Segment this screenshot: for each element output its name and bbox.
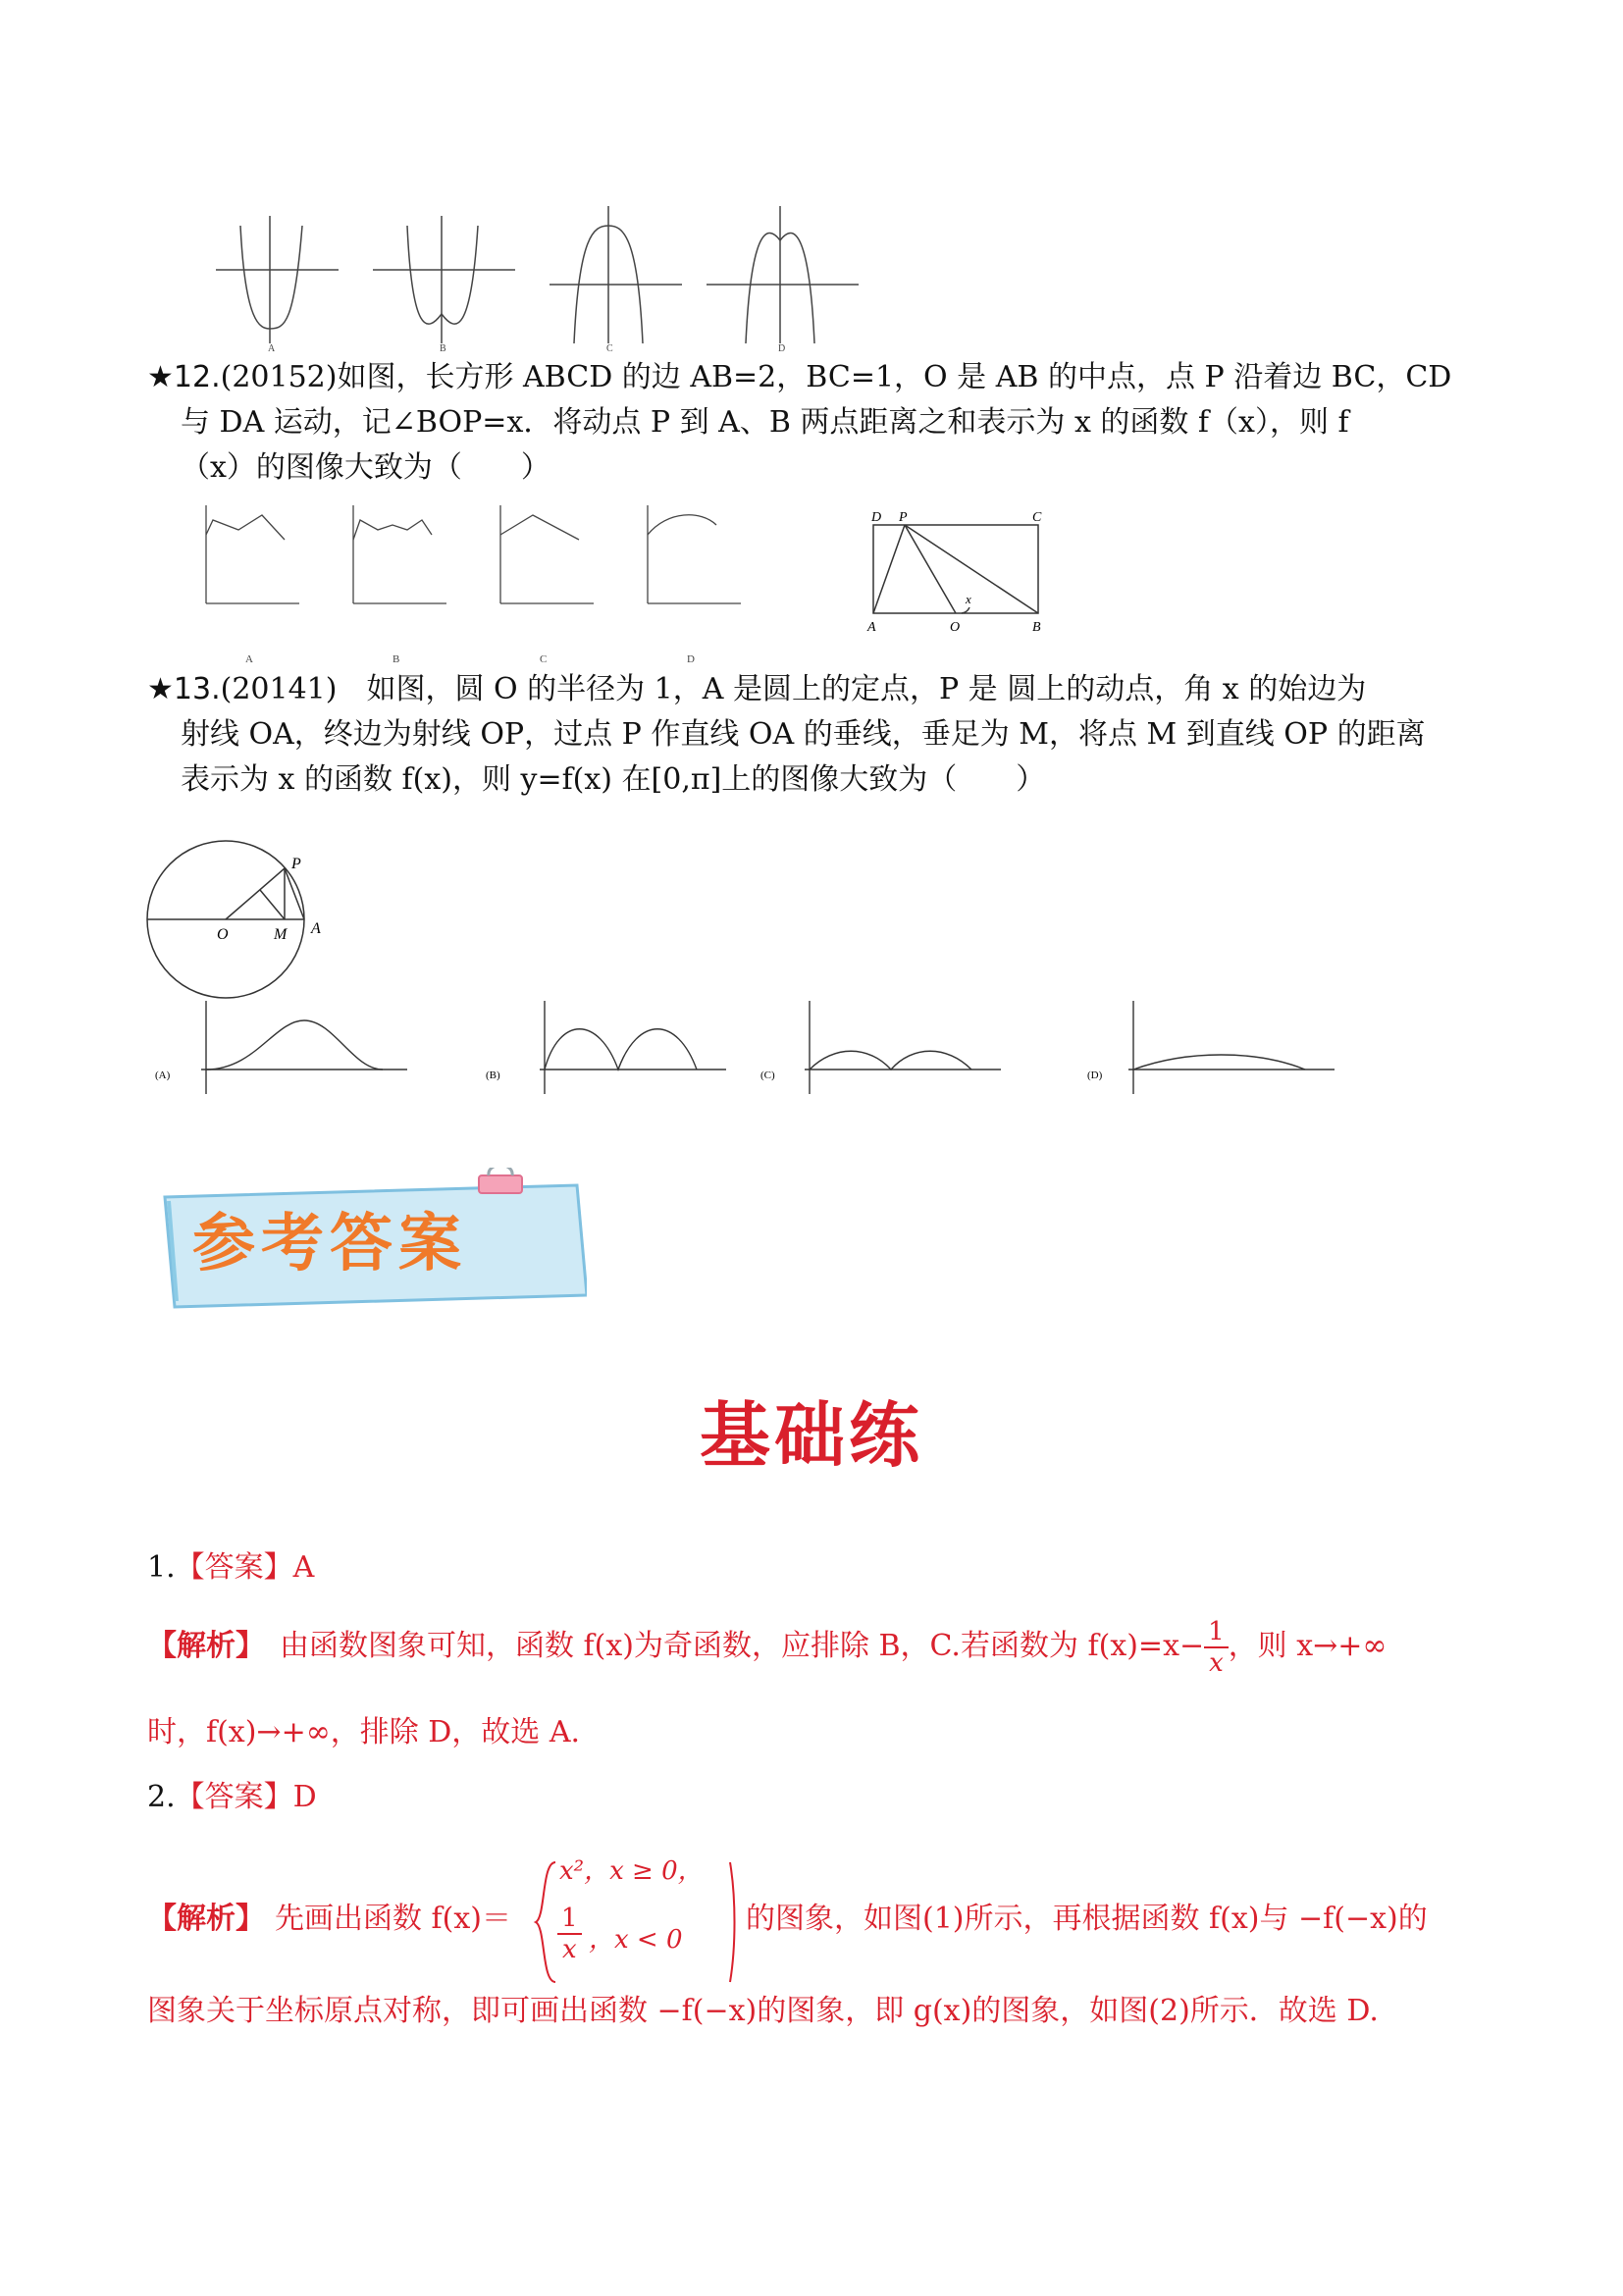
answer-1-header: [147, 1544, 314, 1592]
question-12-text1: 如图，长方形 ABCD 的边 AB=2，BC=1，O 是 AB 的中点，点 P 沿着边 BC，CD: [337, 360, 1452, 394]
answer-2-number: 2.: [147, 1780, 176, 1814]
answer-1-fraction: [1204, 1617, 1229, 1678]
answer-1-analysis-tag: 【解析】: [147, 1629, 250, 1663]
q13-graph-d: [1128, 1001, 1335, 1094]
q12-label-vertex-a: A: [867, 620, 876, 635]
answer-1-analysis: [147, 1617, 1492, 1678]
question-12-source: (20152): [220, 360, 338, 394]
q13-label-o: O: [217, 926, 229, 943]
q13-graph-a: [201, 1001, 407, 1094]
q12-label-vertex-c: C: [1032, 510, 1042, 525]
q12-label-vertex-b: B: [1032, 620, 1041, 635]
answer-banner: [155, 1168, 587, 1315]
question-13: [147, 667, 1501, 803]
q13-label-p: P: [291, 856, 301, 872]
answer-2-analysis: [147, 1845, 1521, 1992]
q12-label-b: B: [393, 653, 400, 665]
answer-2-piece2-fraction: [557, 1904, 582, 1964]
q12-rectangle-figure: [864, 505, 1060, 638]
q11-label-d: D: [778, 343, 786, 353]
q13-graph-c: [805, 1001, 1001, 1094]
answer-2-analysis-line2: 图象关于坐标原点对称，即可画出函数 −f(−x)的图象，即 g(x)的图象，如图(2)所示．故选 D.: [147, 1994, 1379, 2028]
question-13-line1: [147, 667, 1501, 712]
q12-graph-c: [500, 505, 594, 603]
q13-label-b: (B): [486, 1070, 500, 1081]
q12-label-d: D: [687, 653, 695, 665]
q11-graph-d: [707, 206, 859, 343]
answer-1-analysis-line2: 时，f(x)→+∞，排除 D，故选 A.: [147, 1715, 581, 1749]
answer-2-closing-bar: [726, 1858, 742, 1986]
question-13-text1: 如图，圆 O 的半径为 1，A 是圆上的定点，P 是 圆上的动点，角 x 的始边为: [366, 672, 1367, 706]
q13-label-d: (D): [1087, 1070, 1103, 1081]
answer-2-piece1: x²，x ≥ 0，: [559, 1856, 704, 1886]
q11-graph-a: [216, 216, 339, 343]
banner-title: 参考答案: [192, 1208, 467, 1280]
q12-label-vertex-d: D: [871, 510, 882, 525]
q11-graphs: [211, 196, 868, 353]
q11-label-b: B: [440, 343, 446, 353]
q12-option-graphs: [191, 496, 751, 667]
question-12-number: ★12.: [147, 360, 221, 394]
answer-2-piece2-den: x: [561, 1935, 577, 1964]
answer-1-analysis-line1-end: ，则 x→+∞: [1228, 1629, 1387, 1663]
answer-1-analysis-line1: 由函数图象可知，函数 f(x)为奇函数，应排除 B，C.若函数为 f(x)=x−: [280, 1629, 1205, 1663]
question-13-source: (20141): [220, 672, 338, 706]
q12-graph-b: [353, 505, 446, 603]
q12-graph-a: [206, 505, 299, 603]
answer-2-piece2-cond: ，x < 0: [589, 1925, 683, 1955]
answer-2-piecewise-brace: [532, 1858, 559, 1986]
q12-label-point-o: O: [950, 620, 961, 635]
answer-2-analysis-tag: 【解析】: [147, 1902, 265, 1936]
answer-2-header: [147, 1774, 317, 1821]
q11-graph-c: [550, 206, 682, 343]
q13-option-graphs: [147, 996, 1374, 1099]
answer-2-tag: 【答案】: [175, 1780, 293, 1814]
answer-2-value: D: [292, 1780, 317, 1814]
question-12-line1: [147, 355, 1501, 400]
q13-graph-b: [540, 1001, 726, 1094]
answer-1-value: A: [292, 1550, 315, 1585]
q11-graph-b: [373, 216, 515, 343]
q12-label-angle-x: x: [966, 592, 971, 606]
q12-graph-d: [648, 505, 741, 603]
q12-label-a: A: [245, 653, 253, 665]
question-13-line2: 射线 OA，终边为射线 OP，过点 P 作直线 OA 的垂线，垂足为 M，将点 M 到直线 OP 的距离: [181, 717, 1426, 752]
section-title: 基础练: [699, 1393, 923, 1477]
q11-label-a: A: [268, 343, 276, 353]
q13-label-m: M: [274, 926, 288, 943]
answer-2-analysis-post: 的图象，如图(1)所示，再根据函数 f(x)与 −f(−x)的: [746, 1902, 1428, 1936]
answer-1-number: 1.: [147, 1550, 176, 1585]
question-13-number: ★13.: [147, 672, 221, 706]
q11-label-c: C: [606, 343, 613, 353]
q13-circle-figure: [142, 839, 339, 1011]
q12-label-point-p: P: [899, 510, 908, 525]
question-12: [147, 355, 1501, 491]
answer-2-analysis-pre: 先画出函数 f(x)＝: [275, 1902, 511, 1936]
answer-1-fraction-num: 1: [1204, 1617, 1229, 1648]
question-13-line3: 表示为 x 的函数 f(x)，则 y=f(x) 在[0,π]上的图像大致为（ ）: [181, 762, 1046, 797]
question-12-line2: 与 DA 运动，记∠BOP=x．将动点 P 到 A、B 两点距离之和表示为 x 的函数 f（x），则 f: [181, 405, 1349, 440]
answer-1-tag: 【答案】: [175, 1550, 293, 1585]
answer-1-fraction-den: x: [1209, 1648, 1224, 1678]
q13-label-c: (C): [760, 1070, 775, 1081]
q13-label-a: (A): [155, 1070, 171, 1081]
answer-2-piece2-num: 1: [557, 1904, 582, 1935]
q13-label-a: A: [311, 920, 321, 937]
q12-label-c: C: [540, 653, 548, 665]
question-12-line3: （x）的图像大致为（ ）: [181, 450, 550, 485]
